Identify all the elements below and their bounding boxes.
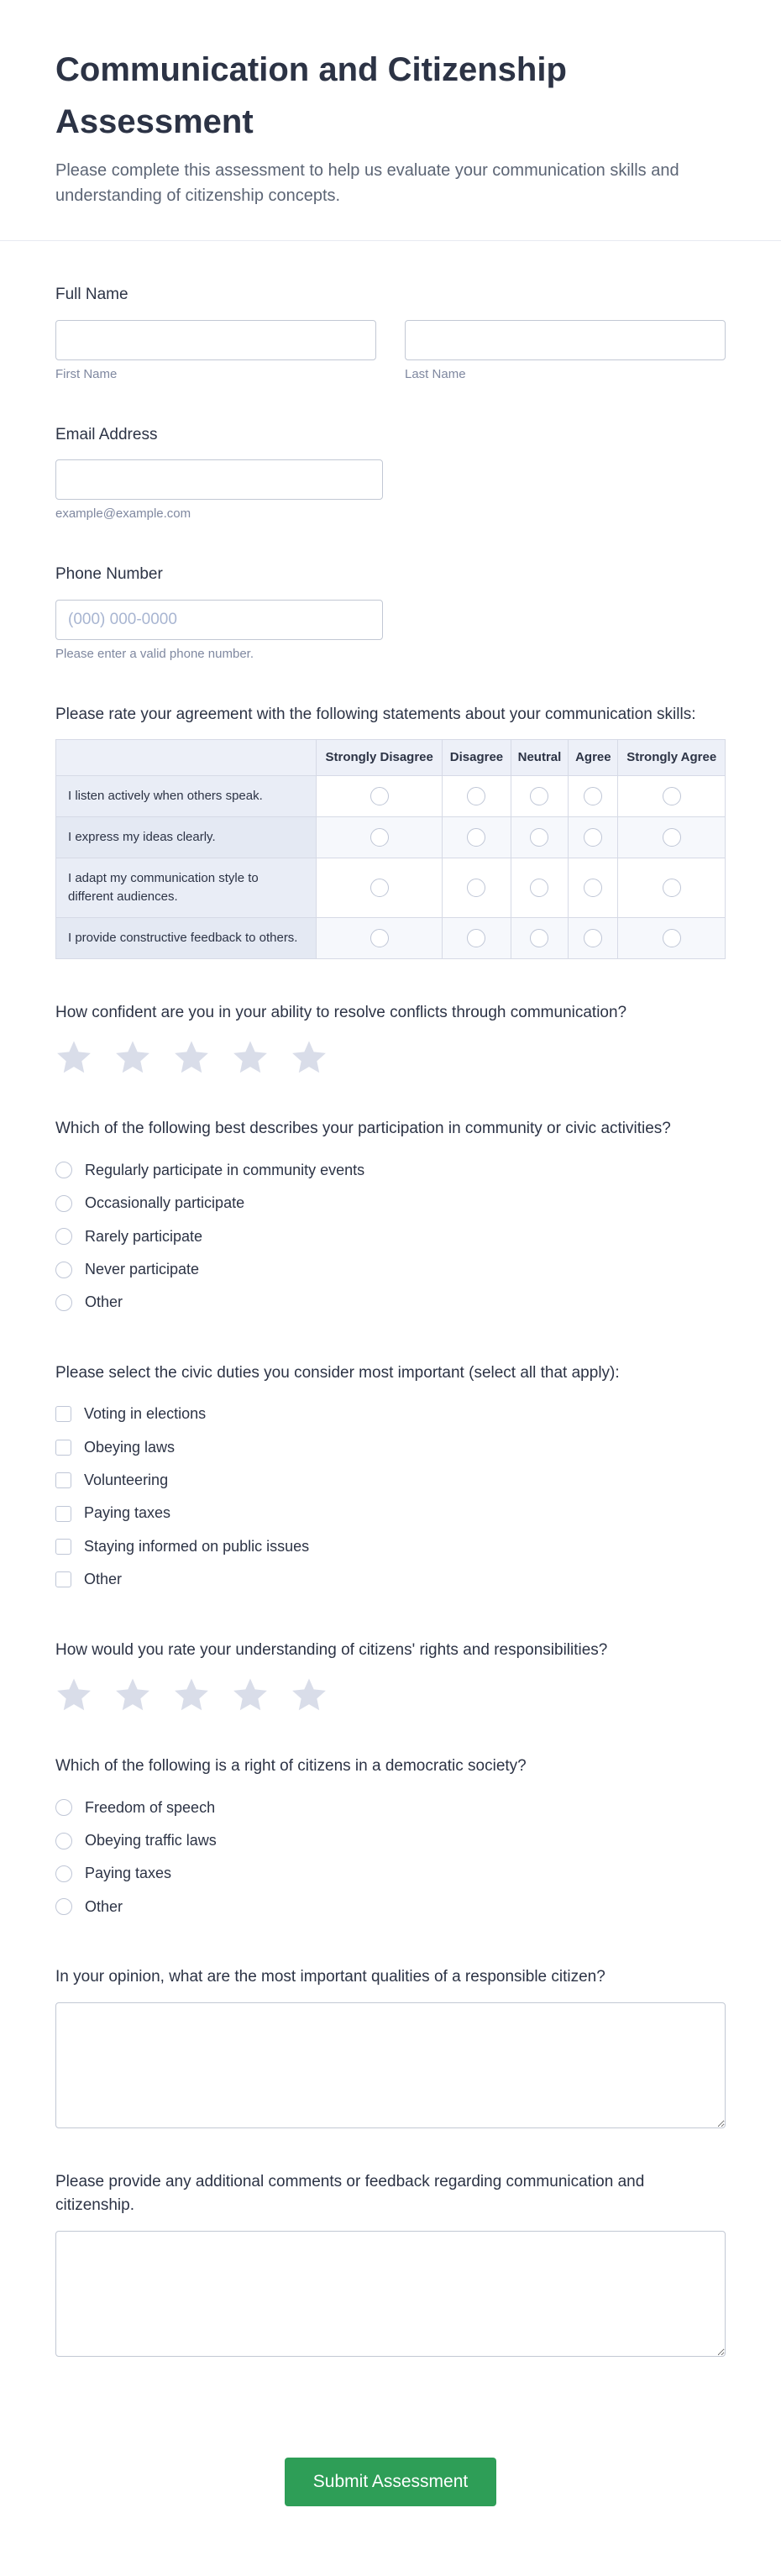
- matrix-header-row: [56, 740, 726, 776]
- option-label: Never participate: [85, 1260, 200, 1278]
- star-icon[interactable]: [291, 1040, 328, 1075]
- form-body: [0, 283, 781, 2530]
- radio-option-occasionally[interactable]: [55, 1187, 726, 1220]
- star-icon[interactable]: [114, 1677, 151, 1713]
- matrix-radio-icon[interactable]: [663, 787, 681, 805]
- email-sublabel: example@example.com: [55, 506, 191, 521]
- radio-icon: [55, 1898, 72, 1915]
- form-subtitle: Please complete this assessment to help us evaluate your communication skills and understanding of citizenship concepts.: [55, 161, 679, 205]
- matrix-radio-icon[interactable]: [584, 787, 602, 805]
- matrix-row-adapt: [56, 858, 726, 918]
- radio-icon: [55, 1162, 72, 1178]
- matrix-radio-icon[interactable]: [584, 929, 602, 947]
- field-communication-matrix: [55, 703, 726, 959]
- radio-icon: [55, 1865, 72, 1882]
- checkbox-icon: [55, 1539, 71, 1555]
- radio-icon: [55, 1262, 72, 1278]
- matrix-radio-icon[interactable]: [370, 929, 389, 947]
- option-label: Rarely participate: [85, 1227, 203, 1245]
- matrix-radio-icon[interactable]: [530, 787, 548, 805]
- field-participation: [55, 1117, 726, 1319]
- matrix-radio-icon[interactable]: [467, 787, 485, 805]
- option-label: Other: [85, 1897, 123, 1915]
- matrix-row-label: I express my ideas clearly.: [56, 817, 317, 858]
- option-label: Volunteering: [84, 1471, 169, 1488]
- submit-row: [55, 2458, 726, 2518]
- option-label: Other: [85, 1293, 123, 1311]
- star-icon[interactable]: [291, 1677, 328, 1713]
- radio-icon: [55, 1228, 72, 1245]
- field-qualities: [55, 1965, 726, 2128]
- comments-textarea[interactable]: [55, 2231, 726, 2357]
- option-label: Staying informed on public issues: [84, 1537, 310, 1555]
- matrix-radio-icon[interactable]: [467, 879, 485, 897]
- star-icon[interactable]: [173, 1677, 210, 1713]
- checkbox-icon: [55, 1440, 71, 1456]
- civic-duties-question: Please select the civic duties you consider most important (select all that apply):: [55, 1363, 620, 1382]
- first-name-sublabel: First Name: [55, 366, 118, 381]
- option-label: Freedom of speech: [85, 1798, 216, 1816]
- comments-question: Please provide any additional comments or feedback regarding communication and citizenship.: [55, 2172, 645, 2215]
- matrix-col-disagree: Disagree: [443, 740, 511, 776]
- radio-icon: [55, 1195, 72, 1212]
- phone-input[interactable]: [55, 600, 383, 640]
- understanding-star-rating: [55, 1677, 726, 1713]
- option-label: Paying taxes: [84, 1504, 171, 1522]
- matrix-radio-icon[interactable]: [530, 828, 548, 847]
- matrix-radio-icon[interactable]: [663, 828, 681, 847]
- radio-option-paying-taxes[interactable]: [55, 1857, 726, 1890]
- radio-icon: [55, 1294, 72, 1311]
- matrix-radio-icon[interactable]: [370, 879, 389, 897]
- first-name-input[interactable]: [55, 320, 376, 360]
- radio-option-rarely[interactable]: [55, 1220, 726, 1253]
- last-name-column: [405, 320, 726, 381]
- matrix-radio-icon[interactable]: [663, 879, 681, 897]
- matrix-row-label: I adapt my communication style to different audiences.: [56, 858, 317, 918]
- matrix-radio-icon[interactable]: [530, 879, 548, 897]
- last-name-input[interactable]: [405, 320, 726, 360]
- email-label: Email Address: [55, 425, 158, 443]
- radio-option-never[interactable]: [55, 1253, 726, 1286]
- option-label: Obeying laws: [84, 1438, 176, 1456]
- name-inputs-row: [55, 320, 726, 381]
- full-name-label: Full Name: [55, 286, 128, 303]
- matrix-row-label: I provide constructive feedback to others.: [56, 917, 317, 958]
- understanding-question: How would you rate your understanding of citizens' rights and responsibilities?: [55, 1640, 608, 1659]
- form-header: [0, 0, 781, 241]
- radio-option-other[interactable]: [55, 1286, 726, 1319]
- participation-question: Which of the following best describes your participation in community or civic activities?: [55, 1120, 671, 1138]
- rights-question: Which of the following is a right of citizens in a democratic society?: [55, 1757, 527, 1776]
- checkbox-option-staying-informed[interactable]: [55, 1530, 726, 1563]
- field-understanding-rating: [55, 1639, 726, 1713]
- matrix-radio-icon[interactable]: [584, 828, 602, 847]
- star-icon[interactable]: [55, 1040, 92, 1075]
- checkbox-icon: [55, 1506, 71, 1522]
- star-icon[interactable]: [173, 1040, 210, 1075]
- matrix-col-strongly-disagree: Strongly Disagree: [317, 740, 443, 776]
- field-civic-duties: [55, 1361, 726, 1597]
- option-label: Obeying traffic laws: [85, 1831, 217, 1849]
- matrix-radio-icon[interactable]: [370, 828, 389, 847]
- star-icon[interactable]: [232, 1677, 269, 1713]
- option-label: Voting in elections: [84, 1405, 207, 1423]
- field-comments: [55, 2170, 726, 2357]
- matrix-radio-icon[interactable]: [467, 828, 485, 847]
- first-name-column: [55, 320, 376, 381]
- checkbox-icon: [55, 1571, 71, 1587]
- matrix-row-label: I listen actively when others speak.: [56, 776, 317, 817]
- radio-option-other[interactable]: [55, 1891, 726, 1923]
- civic-duties-options: [55, 1398, 726, 1596]
- radio-icon: [55, 1833, 72, 1849]
- field-phone: [55, 563, 726, 661]
- participation-options: [55, 1154, 726, 1319]
- email-input[interactable]: [55, 459, 383, 500]
- star-icon[interactable]: [114, 1040, 151, 1075]
- submit-button[interactable]: Submit Assessment: [285, 2458, 496, 2506]
- last-name-sublabel: Last Name: [405, 366, 466, 381]
- form-title: Communication and Citizenship Assessment: [55, 51, 567, 140]
- matrix-question: Please rate your agreement with the following statements about your communication skills:: [55, 705, 696, 723]
- matrix-radio-icon[interactable]: [370, 787, 389, 805]
- rights-options: [55, 1792, 726, 1924]
- matrix-radio-icon[interactable]: [663, 929, 681, 947]
- option-label: Regularly participate in community events: [85, 1161, 365, 1178]
- checkbox-option-paying-taxes[interactable]: [55, 1497, 726, 1529]
- matrix-radio-icon[interactable]: [584, 879, 602, 897]
- option-label: Paying taxes: [85, 1865, 172, 1882]
- matrix-radio-icon[interactable]: [530, 929, 548, 947]
- matrix-corner-cell: [56, 740, 317, 776]
- matrix-col-agree: Agree: [569, 740, 618, 776]
- confidence-question: How confident are you in your ability to resolve conflicts through communication?: [55, 1003, 627, 1021]
- option-label: Other: [84, 1571, 123, 1588]
- phone-sublabel: Please enter a valid phone number.: [55, 646, 254, 661]
- checkbox-option-obeying-laws[interactable]: [55, 1431, 726, 1464]
- matrix-col-strongly-agree: Strongly Agree: [618, 740, 726, 776]
- field-email: [55, 423, 726, 522]
- matrix-table: [55, 739, 726, 959]
- radio-option-freedom-of-speech[interactable]: [55, 1792, 726, 1824]
- field-full-name: [55, 283, 726, 381]
- star-icon[interactable]: [232, 1040, 269, 1075]
- matrix-row-express: [56, 817, 726, 858]
- phone-label: Phone Number: [55, 565, 163, 583]
- checkbox-icon: [55, 1406, 71, 1422]
- radio-icon: [55, 1799, 72, 1816]
- field-confidence-rating: [55, 1001, 726, 1076]
- qualities-textarea[interactable]: [55, 2002, 726, 2128]
- option-label: Occasionally participate: [85, 1194, 245, 1212]
- field-rights: [55, 1755, 726, 1923]
- confidence-star-rating: [55, 1040, 726, 1075]
- qualities-question: In your opinion, what are the most important qualities of a responsible citizen?: [55, 1968, 605, 1986]
- radio-option-obeying-traffic-laws[interactable]: [55, 1824, 726, 1857]
- radio-option-regularly[interactable]: [55, 1154, 726, 1187]
- star-icon[interactable]: [55, 1677, 92, 1713]
- checkbox-option-other[interactable]: [55, 1563, 726, 1596]
- matrix-radio-icon[interactable]: [467, 929, 485, 947]
- checkbox-option-voting[interactable]: [55, 1398, 726, 1430]
- matrix-row-feedback: [56, 917, 726, 958]
- checkbox-icon: [55, 1472, 71, 1488]
- matrix-row-listen: [56, 776, 726, 817]
- checkbox-option-volunteering[interactable]: [55, 1464, 726, 1497]
- matrix-col-neutral: Neutral: [511, 740, 569, 776]
